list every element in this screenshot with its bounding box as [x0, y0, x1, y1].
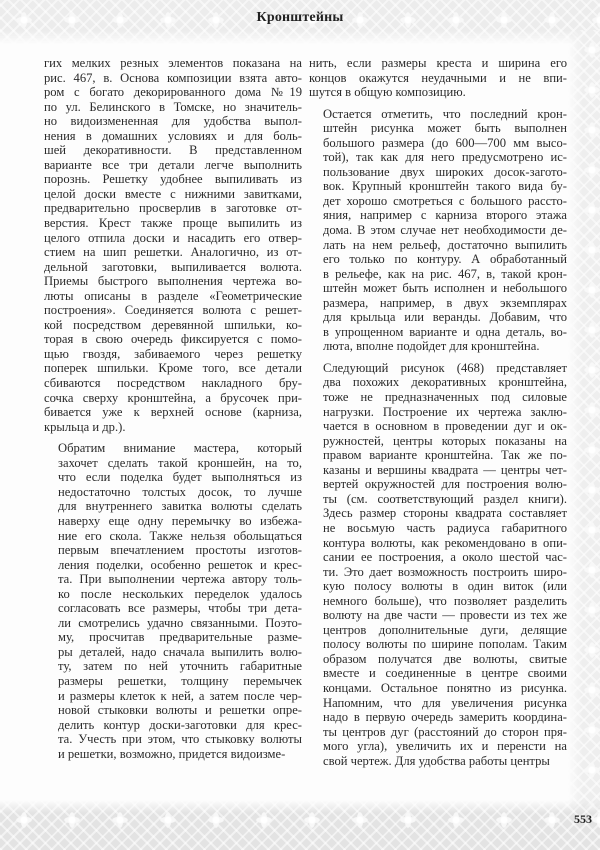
text-line: ления поделки, особенно решеток и крес- [58, 557, 302, 572]
text-line: дельной заготовки, выпиливается волюта. [44, 259, 302, 274]
text-line: целого отпила доски и насадить его отвер- [44, 230, 302, 245]
text-line: нагрузки. Построение их чертежа заклю- [323, 404, 567, 419]
text-line: ту, затем по ней уточнить габаритные [58, 659, 302, 674]
text-line: в рельефе, как на рис. 467, в, такой крон- [323, 266, 567, 281]
text-line: кой посредством деревянной шпильки, ко- [44, 317, 302, 332]
text-line: делить контур доски-заготовки для крес- [58, 717, 302, 732]
text-line: по ул. Белинского в Томске, но значитель- [44, 99, 302, 114]
text-line: поперек шпильки. Кроме того, все детали [44, 361, 302, 376]
text-line: центров дополнительные дуги, делящие [323, 622, 567, 637]
text-line: лать на нем рельеф, достаточно выпилить [323, 237, 567, 252]
text-line: его только по контуру. А обработанный [323, 252, 567, 267]
text-line: пользование двух широких досок-загото- [323, 164, 567, 179]
text-line: в упрощенном варианте и одна деталь, во- [323, 324, 567, 339]
text-line: первым впечатлением простоты изготов- [58, 543, 302, 558]
text-line: нения в домашних условиях и для боль- [44, 128, 302, 143]
text-line: сочка сверху кронштейна, а брусочек при- [44, 390, 302, 405]
text-line: Следующий рисунок (468) представляет [323, 360, 567, 375]
text-line: концами. Остальное понятно из рисунка. [323, 680, 567, 695]
text-line: предварительно просверлив в заготовке от- [44, 201, 302, 216]
text-line: штейн может быть исполнен и небольшого [323, 281, 567, 296]
text-line: что если поделка будет выполняться из [58, 470, 302, 485]
text-line: ти. Это дает возможность построить широ- [323, 564, 567, 579]
text-line: большого размера (до 600—700 мм высо- [323, 135, 567, 150]
text-line: образом получатся две волюты, свитые [323, 651, 567, 666]
text-line: варианте все три детали легче выполнить [44, 157, 302, 172]
text-line: крыльца и др.). [44, 419, 126, 434]
text-line: му, просчитав предварительные разме- [58, 630, 302, 645]
text-line: мого угла), увеличить их и перенсти на [323, 739, 567, 754]
text-line: штейн рисунка может быть выполнен [323, 121, 567, 136]
text-line: волюту на две части — провести из тех же [323, 608, 567, 623]
text-line: наверху еще одну перемычку во избежа- [58, 513, 302, 528]
text-line: Приемы быстрого выполнения чертежа во- [44, 274, 302, 289]
text-line: захочет сделать такой кроншейн, на то, [58, 455, 302, 470]
text-line: свой чертеж. Для удобства работы центры [323, 753, 550, 768]
text-line: кую полосу волюты в один виток (или [323, 579, 567, 594]
paragraph [309, 107, 567, 354]
page-number: 553 [574, 812, 592, 826]
text-line: размеры решетки, толщину перемычек [58, 673, 302, 688]
text-line: контура волюты, как рекомендовано в опи- [323, 535, 567, 550]
paragraph [44, 56, 302, 434]
text-line: верстия. Крест также проще выпилить из [44, 216, 302, 231]
text-line: правом варианте кронштейна. Так же по- [323, 448, 567, 463]
text-line: казаны и вершины квадрата — центры чет- [323, 462, 567, 477]
text-line: Напомним, что для увеличения рисунка [323, 695, 567, 710]
paragraph [309, 361, 567, 768]
bottom-ornament-border [0, 800, 600, 850]
text-line: полосу волюты по ширине пополам. Таким [323, 637, 567, 652]
text-line: сании ее построения, а около шестой час- [323, 550, 567, 565]
text-line: дома. В этом случае нет необходимости де- [323, 223, 567, 238]
text-line: вместе и соединенные в центре своими [323, 666, 567, 681]
text-line: но видоизмененная для удобства выпол- [44, 114, 302, 129]
text-line: люты описаны в разделе «Геометрические [44, 288, 302, 303]
text-line: торая в свою очередь фиксируется с помо- [44, 332, 302, 347]
text-line: вок. Крупный кронштейн такого вида бу- [323, 179, 567, 194]
text-line: и решетки, возможно, придется видоизме- [58, 746, 286, 761]
text-line: бивается уже к верхней основе (карниза, [44, 405, 302, 420]
paragraph [309, 56, 567, 100]
left-column [44, 56, 302, 761]
text-line: тоже не предназначенных под силовые [323, 390, 567, 405]
text-line: ко после нескольких переделок удалось [58, 586, 302, 601]
text-line: целой доски вместе с нижними завитками, [44, 186, 302, 201]
text-line: для внутреннего завитка волюты сделать [58, 499, 302, 514]
text-line: не восьмую часть радиуса габаритного [323, 520, 567, 535]
text-line: ние его скола. Также нельзя обольщаться [58, 528, 302, 543]
text-line: сбиваются посредством накладного бру- [44, 376, 302, 391]
text-line: построения». Соединяется волюта с решет- [44, 303, 302, 318]
right-ornament-border [568, 30, 600, 820]
text-line: порознь. Решетку удобнее выпиливать из [44, 172, 302, 187]
text-line: ты (см. соответствующий раздел книги). [323, 491, 567, 506]
text-line: ружностей, центры которых показаны на [323, 433, 567, 448]
running-head: Кронштейны [256, 10, 344, 25]
text-line: дет хорошо смотреться с большого рассто- [323, 193, 567, 208]
text-line: надо в первую очередь замерить координа- [323, 710, 567, 725]
text-line: рис. 467, в. Основа композиции взята авто- [44, 70, 302, 85]
text-line: Обратим внимание мастера, который [58, 441, 302, 456]
text-line: новой стыковки волюты и решетки опре- [58, 703, 302, 718]
text-line: ли смотрелись удачно связанными. Поэто- [58, 615, 302, 630]
text-line: и размеры клеток к ней, а затем после чер- [58, 688, 302, 703]
paragraph [44, 441, 302, 761]
text-line: чается в основном в проведении дуг и ок- [323, 419, 567, 434]
text-line: Здесь размер стороны квадрата составляет [323, 506, 567, 521]
text-line: щью гвоздя, забиваемого через решетку [44, 346, 302, 361]
text-line: размера, например, в двух экземплярах [323, 295, 567, 310]
text-line: Остается отметить, что последний крон- [323, 106, 567, 121]
right-column [309, 56, 567, 768]
text-line: немного больше), что позволяет разделить [323, 593, 567, 608]
text-line: нить, если размеры креста и ширина его [309, 56, 567, 70]
text-line: стием на шип решетки. Аналогично, из от- [44, 245, 302, 260]
text-line: вертей окружностей для построения волю- [323, 477, 567, 492]
text-line: шей декоративности. В представленном [44, 143, 302, 158]
text-line: ром с богато декорированного дома №19 [44, 85, 302, 100]
text-line: недостаточно толстых досок, то лучше [58, 484, 302, 499]
text-line: та. Учесть при этом, что стыковку волюты [58, 732, 302, 747]
text-line: гих мелких резных элементов показана на [44, 56, 302, 70]
text-line: ры деталей, надо сначала выпилить волю- [58, 644, 302, 659]
text-line: два похожих декоративных кронштейна, [323, 375, 567, 390]
text-line: яния, например с карниза второго этажа [323, 208, 567, 223]
text-line: той), так как для него предусмотрено ис- [323, 150, 567, 165]
text-line: шутся в общую композицию. [309, 85, 466, 100]
text-line: согласовать все размеры, чтобы три дета- [58, 601, 302, 616]
text-line: для крыльца или веранды. Добавим, что [323, 310, 567, 325]
text-line: та. При выполнении чертежа автору толь- [58, 572, 302, 587]
text-line: ты центров дуг (расстояний до сторон пря- [323, 724, 567, 739]
text-line: концов окажутся неудачными и не впи- [309, 70, 567, 85]
text-line: люта, вполне подойдет для кронштейна. [323, 339, 540, 354]
